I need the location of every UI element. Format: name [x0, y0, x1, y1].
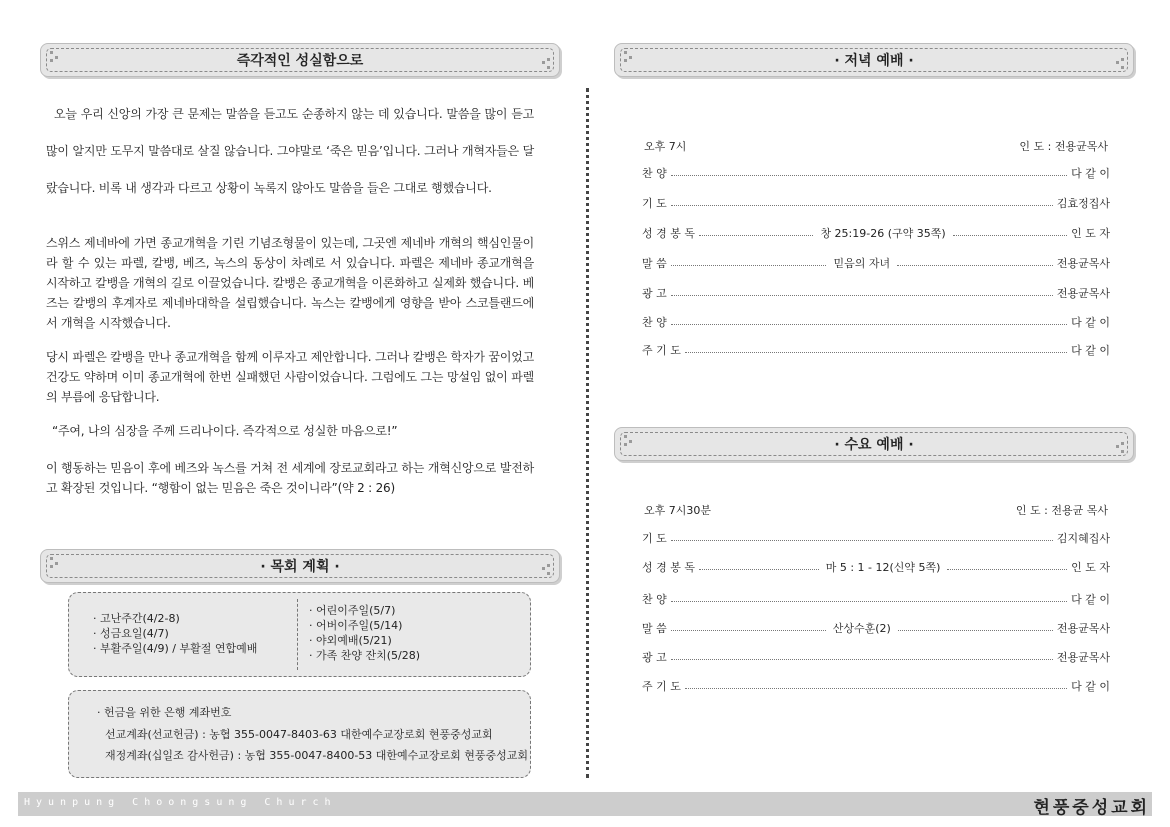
evening-row [642, 313, 1110, 331]
row-value: 김효정집사 [1056, 197, 1110, 210]
row-value: 다 같 이 [1071, 344, 1110, 357]
wednesday-row [642, 677, 1110, 695]
row-value: 인 도 자 [1071, 561, 1111, 574]
wednesday-time: 오후 7시30분 [644, 504, 711, 517]
wednesday-leader: 인 도 : 전용균 목사 [1015, 504, 1108, 517]
row-value: 전용균목사 [1056, 287, 1110, 300]
wednesday-row [642, 648, 1110, 666]
row-value: 전용균목사 [1056, 651, 1110, 664]
plan-item: · 부활주일(4/9) / 부활절 연합예배 [93, 642, 258, 655]
corner-ornament [1110, 55, 1124, 69]
sermon-paragraph-1: 스위스 제네바에 가면 종교개혁을 기린 기념조형물이 있는데, 그곳엔 제네바 개혁의 핵심인물이라 할 수 있는 파렐, 칼뱅, 베즈, 녹스의 동상이 차례로 서 있습니다. 파렐은 제네바 종교개혁을 시작하고 칼뱅을 개혁의 길로 이끌었습니다. 칼뱅은 종교개혁을 이론화하고 실제화 했습니다. 베즈는 칼뱅의 후계자로 제네바대학을 설립했습니다. 녹스는 칼뱅에게 영향을 받아 스코틀랜드에서 개혁을 시작했습니다. [46, 236, 534, 330]
row-label: 기 도 [642, 197, 667, 210]
corner-ornament [1110, 439, 1124, 453]
corner-ornament [50, 51, 64, 65]
corner-ornament [536, 55, 550, 69]
row-label: 기 도 [642, 532, 667, 545]
row-value: 인 도 자 [1071, 227, 1110, 240]
evening-title: · 저녁 예배 · [834, 53, 914, 69]
bank-account-mission: 선교계좌(선교헌금) : 농협 355-0047-8403-63 대한예수교장로회 현풍중성교회 [105, 728, 493, 741]
evening-title-bar [614, 43, 1134, 77]
church-logo: 현풍중성교회 [1033, 798, 1150, 818]
sermon-paragraph-2: 당시 파렐은 칼뱅을 만나 종교개혁을 함께 이루자고 제안합니다. 그러나 칼뱅은 학자가 꿈이었고 건강도 약하며 이미 종교개혁에 한번 실패했던 사람이었습니다. 그럼에도 그는 망설임 없이 파렐의 부름에 응답합니다. [46, 350, 534, 404]
wednesday-title-bar [614, 427, 1134, 461]
evening-row [642, 254, 1110, 272]
plan-item: · 성금요일(4/7) [93, 627, 169, 640]
row-label: 주 기 도 [642, 344, 681, 357]
evening-leader: 인 도 : 전용균목사 [1019, 140, 1108, 153]
corner-ornament [536, 561, 550, 575]
bank-account-finance: 재정계좌(십일조 감사헌금) : 농협 355-0047-8400-53 대한예수교장로회 현풍중성교회 [105, 749, 529, 762]
row-value: 전용균목사 [1056, 622, 1111, 635]
wednesday-row [642, 558, 1110, 576]
wednesday-row [642, 529, 1110, 547]
page-divider [586, 88, 589, 778]
corner-ornament [50, 557, 64, 571]
sermon-intro: 오늘 우리 신앙의 가장 큰 문제는 말씀을 듣고도 순종하지 않는 데 있습니다. 말씀을 많이 듣고 많이 알지만 도무지 말씀대로 살질 않습니다. 그야말로 ‘죽은 믿음’입니다. 그러나 개혁자들은 달랐습니다. 비록 내 생각과 다르고 상황이 녹록지 않아도 말씀을 들은 그대로 행했습니다. [46, 107, 534, 195]
row-label: 성 경 봉 독 [642, 227, 695, 240]
sermon-paragraph-3: 이 행동하는 믿음이 후에 베즈와 녹스를 거쳐 전 세계에 장로교회라고 하는 개혁신앙으로 발전하고 확장된 것입니다. “행함이 없는 믿음은 죽은 것이니라”(약 2 : 26) [46, 461, 534, 495]
wednesday-row [642, 590, 1110, 608]
corner-ornament [624, 51, 638, 65]
row-middle: 산상수훈(2) [832, 622, 891, 635]
row-label: 찬 양 [642, 593, 667, 606]
plan-item: · 어린이주일(5/7) [309, 604, 396, 617]
row-label: 광 고 [642, 287, 667, 300]
row-label: 찬 양 [642, 167, 667, 180]
footer-church-name: Hyunpung Choongsung Church [24, 797, 337, 808]
wednesday-row [642, 619, 1110, 637]
row-value: 다 같 이 [1071, 593, 1110, 606]
row-label: 말 씀 [642, 622, 667, 635]
corner-ornament [624, 435, 638, 449]
row-label: 주 기 도 [642, 680, 681, 693]
evening-row [642, 284, 1110, 302]
evening-row [642, 194, 1110, 212]
plan-panel [68, 592, 531, 677]
row-value: 다 같 이 [1071, 680, 1110, 693]
sermon-title-bar [40, 43, 560, 77]
row-label: 성 경 봉 독 [642, 561, 695, 574]
plan-item: · 고난주간(4/2-8) [93, 612, 180, 625]
row-label: 광 고 [642, 651, 667, 664]
row-value: 전용균목사 [1056, 257, 1110, 270]
row-middle: 마 5 : 1 - 12(신약 5쪽) [825, 561, 941, 574]
sermon-quote: “주여, 나의 심장을 주께 드리나이다. 즉각적으로 성실한 마음으로!” [52, 424, 398, 438]
row-label: 찬 양 [642, 316, 667, 329]
evening-row [642, 164, 1110, 182]
evening-time: 오후 7시 [644, 140, 687, 153]
row-middle: 믿음의 자녀 [833, 257, 891, 270]
plan-item: · 야외예배(5/21) [309, 634, 392, 647]
plan-item: · 어버이주일(5/14) [309, 619, 403, 632]
plan-title-bar [40, 549, 560, 583]
evening-row [642, 341, 1110, 359]
sermon-title: 즉각적인 성실함으로 [236, 53, 364, 69]
row-value: 김지혜집사 [1056, 532, 1110, 545]
bank-panel [68, 690, 531, 778]
plan-item: · 가족 찬양 잔치(5/28) [309, 649, 421, 662]
wednesday-title: · 수요 예배 · [834, 437, 914, 453]
row-value: 다 같 이 [1071, 316, 1110, 329]
row-middle: 창 25:19-26 (구약 35쪽) [820, 227, 946, 240]
evening-row [642, 224, 1110, 242]
row-value: 다 같 이 [1071, 167, 1110, 180]
bank-title: · 헌금을 위한 은행 계좌번호 [97, 706, 232, 719]
plan-title: · 목회 계획 · [260, 559, 340, 575]
row-label: 말 씀 [642, 257, 667, 270]
